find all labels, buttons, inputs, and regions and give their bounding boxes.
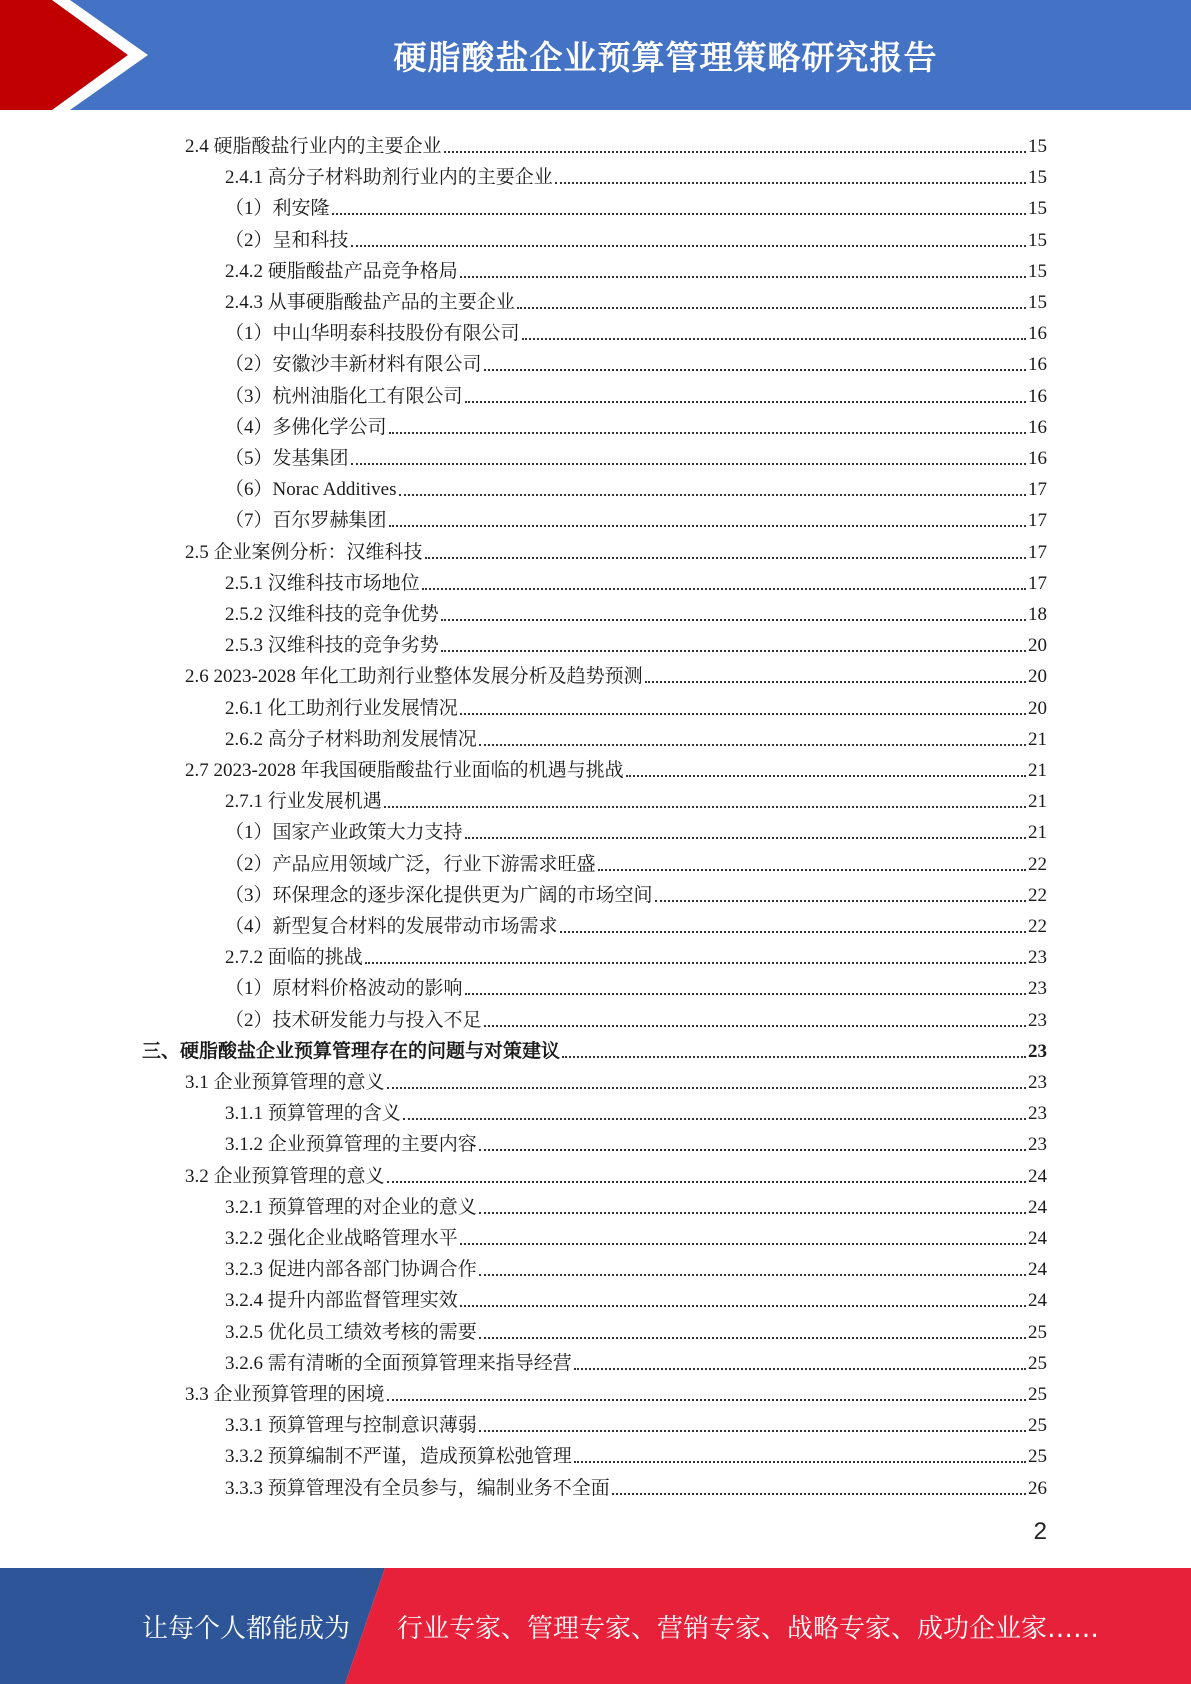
toc-entry-page: 17 <box>1028 479 1047 501</box>
toc-dot-leader <box>484 369 1026 371</box>
toc-entry[interactable] <box>225 565 1047 596</box>
toc-entry-label: 3.3.1 预算管理与控制意识薄弱 <box>225 1415 477 1437</box>
toc-entry[interactable] <box>185 1376 1047 1407</box>
toc-entry[interactable] <box>225 1251 1047 1282</box>
toc-entry[interactable] <box>225 1345 1047 1376</box>
toc-dot-leader <box>479 1212 1026 1214</box>
toc-entry-page: 15 <box>1028 136 1047 157</box>
toc-dot-leader <box>460 276 1026 278</box>
toc-dot-leader <box>484 1025 1026 1027</box>
toc-entry[interactable] <box>225 627 1047 658</box>
toc-entry-label: （1）利安隆 <box>225 198 330 220</box>
toc-dot-leader <box>465 993 1026 995</box>
toc-entry-label: 2.4.3 从事硬脂酸盐产品的主要企业 <box>225 292 515 313</box>
toc-entry-label: 2.5.3 汉维科技的竞争劣势 <box>225 635 439 657</box>
toc-entry[interactable] <box>225 1126 1047 1157</box>
toc-entry[interactable] <box>225 846 1047 877</box>
toc-dot-leader <box>479 1337 1026 1339</box>
toc-entry-label: 3.2.1 预算管理的对企业的意义 <box>225 1196 477 1218</box>
toc-entry[interactable] <box>225 1470 1047 1501</box>
toc-dot-leader <box>645 681 1026 683</box>
toc-entry[interactable] <box>185 534 1047 565</box>
footer-slogan-left: 让每个人都能成为 <box>142 1613 351 1644</box>
toc-entry-page: 16 <box>1028 416 1047 438</box>
toc-entry-page: 21 <box>1028 822 1047 844</box>
toc-dot-leader <box>562 1056 1026 1058</box>
toc-entry[interactable] <box>225 783 1047 814</box>
toc-entry[interactable] <box>185 658 1047 689</box>
toc-entry-label: 3.1.1 预算管理的含义 <box>225 1103 401 1125</box>
toc-dot-leader <box>351 463 1026 465</box>
toc-entry-label: 3.3.3 预算管理没有全员参与，编制业务不全面 <box>225 1477 610 1499</box>
toc-entry-label: 3.2.3 促进内部各部门协调合作 <box>225 1259 477 1281</box>
toc-entry-label: （2）技术研发能力与投入不足 <box>225 1009 482 1031</box>
toc-dot-leader <box>460 1243 1026 1245</box>
toc-entry[interactable] <box>225 315 1047 346</box>
footer-slogan-right: 行业专家、管理专家、营销专家、战略专家、成功企业家…… <box>397 1613 1100 1644</box>
toc-dot-leader <box>332 213 1026 215</box>
toc-entry[interactable] <box>225 721 1047 752</box>
toc-entry[interactable] <box>185 1064 1047 1095</box>
toc-entry-page: 15 <box>1028 198 1047 220</box>
toc-entry-label: 3.1.2 企业预算管理的主要内容 <box>225 1134 477 1156</box>
toc-entry-label: （2）呈和科技 <box>225 229 349 251</box>
toc-entry-label: 2.5.2 汉维科技的竞争优势 <box>225 604 439 625</box>
toc-entry-label: （7）百尔罗赫集团 <box>225 510 387 532</box>
toc-entry-page: 23 <box>1028 1103 1047 1125</box>
toc-entry-label: 2.4.1 高分子材料助剂行业内的主要企业 <box>225 167 553 189</box>
toc-entry-label: 2.7.1 行业发展机遇 <box>225 791 382 813</box>
toc-entry-page: 23 <box>1028 947 1047 969</box>
toc-entry-label: 2.6.1 化工助剂行业发展情况 <box>225 697 458 719</box>
toc-dot-leader <box>517 307 1026 309</box>
toc-entry-page: 16 <box>1028 323 1047 345</box>
toc-entry[interactable] <box>225 1002 1047 1033</box>
toc-entry-label: （2）安徽沙丰新材料有限公司 <box>225 354 482 376</box>
toc-entry-page: 23 <box>1028 978 1047 1000</box>
toc-entry-label: 2.7 2023-2028 年我国硬脂酸盐行业面临的机遇与挑战 <box>185 760 624 781</box>
toc-entry[interactable] <box>225 440 1047 471</box>
toc-entry-page: 17 <box>1028 510 1047 532</box>
toc-dot-leader <box>479 1149 1026 1151</box>
toc-entry-label: 3.2.4 提升内部监督管理实效 <box>225 1290 458 1312</box>
toc-entry-label: 3.3 企业预算管理的困境 <box>185 1384 385 1405</box>
toc-entry-label: 3.2.2 强化企业战略管理水平 <box>225 1228 458 1249</box>
toc-entry-page: 15 <box>1028 167 1047 189</box>
toc-entry-label: （1）国家产业政策大力支持 <box>225 822 463 844</box>
toc-entry-page: 24 <box>1028 1228 1047 1249</box>
toc-entry-page: 16 <box>1028 354 1047 376</box>
toc-entry-page: 23 <box>1028 1072 1047 1093</box>
toc-dot-leader <box>425 557 1026 559</box>
toc-dot-leader <box>655 900 1026 902</box>
toc-entry[interactable] <box>225 253 1047 284</box>
toc-dot-leader <box>574 1368 1026 1370</box>
toc-entry-page: 16 <box>1028 448 1047 469</box>
toc-entry-label: 2.4.2 硬脂酸盐产品竞争格局 <box>225 260 458 282</box>
toc-dot-leader <box>522 338 1026 340</box>
toc-entry-page: 20 <box>1028 635 1047 657</box>
toc-entry-label: （3）环保理念的逐步深化提供更为广阔的市场空间 <box>225 884 653 906</box>
toc-entry[interactable] <box>142 1033 1047 1064</box>
toc-dot-leader <box>387 1181 1026 1183</box>
toc-dot-leader <box>441 619 1026 621</box>
toc-entry[interactable] <box>225 908 1047 939</box>
toc-entry[interactable] <box>225 1438 1047 1469</box>
toc-entry-label: （4）多佛化学公司 <box>225 416 387 438</box>
toc-entry-page: 20 <box>1028 697 1047 719</box>
toc-entry[interactable] <box>225 346 1047 377</box>
toc-entry-label: （2）产品应用领域广泛，行业下游需求旺盛 <box>225 853 596 875</box>
toc-entry-page: 22 <box>1028 916 1047 937</box>
toc-entry[interactable] <box>225 409 1047 440</box>
toc-entry-page: 25 <box>1028 1446 1047 1468</box>
toc-entry-page: 23 <box>1028 1040 1047 1062</box>
toc-entry-page: 20 <box>1028 666 1047 688</box>
toc-entry-label: 3.1 企业预算管理的意义 <box>185 1072 385 1093</box>
toc-entry-page: 25 <box>1028 1415 1047 1437</box>
toc-entry[interactable] <box>225 1189 1047 1220</box>
toc-entry-label: （3）杭州油脂化工有限公司 <box>225 385 463 407</box>
toc-dot-leader <box>441 650 1026 652</box>
page-footer <box>0 1568 1191 1684</box>
toc-entry[interactable] <box>225 471 1047 502</box>
toc-entry-page: 25 <box>1028 1321 1047 1343</box>
toc-entry[interactable] <box>225 1282 1047 1313</box>
toc-entry-page: 24 <box>1028 1259 1047 1281</box>
toc-dot-leader <box>555 182 1026 184</box>
toc-entry-page: 16 <box>1028 385 1047 407</box>
toc-entry-label: （6）Norac Additives <box>225 479 397 501</box>
toc-dot-leader <box>465 837 1026 839</box>
toc-dot-leader <box>444 151 1026 153</box>
toc-dot-leader <box>365 962 1026 964</box>
toc-entry-page: 21 <box>1028 791 1047 813</box>
toc-entry[interactable] <box>225 190 1047 221</box>
toc-dot-leader <box>598 869 1026 871</box>
toc-entry-page: 21 <box>1028 728 1047 750</box>
toc-dot-leader <box>574 1461 1026 1463</box>
toc-dot-leader <box>384 806 1026 808</box>
toc-entry-label: （1）原材料价格波动的影响 <box>225 978 463 1000</box>
toc-entry[interactable] <box>225 1407 1047 1438</box>
toc-entry-page: 24 <box>1028 1165 1047 1187</box>
toc-dot-leader <box>387 1087 1026 1089</box>
toc-entry-label: （4）新型复合材料的发展带动市场需求 <box>225 916 558 937</box>
toc-entry-label: 3.2 企业预算管理的意义 <box>185 1165 385 1187</box>
toc-entry[interactable] <box>225 939 1047 970</box>
toc-dot-leader <box>403 1118 1026 1120</box>
toc-entry-page: 26 <box>1028 1477 1047 1499</box>
toc-dot-leader <box>612 1493 1026 1495</box>
toc-entry-label: 2.5.1 汉维科技市场地位 <box>225 572 420 594</box>
toc-entry-page: 25 <box>1028 1352 1047 1374</box>
toc-entry-label: 3.2.5 优化员工绩效考核的需要 <box>225 1321 477 1343</box>
toc-dot-leader <box>389 525 1026 527</box>
toc-entry-page: 17 <box>1028 572 1047 594</box>
toc-entry[interactable] <box>225 378 1047 409</box>
toc-entry-label: 2.5 企业案例分析：汉维科技 <box>185 541 423 563</box>
toc-entry-label: （5）发基集团 <box>225 448 349 469</box>
toc-entry-label: 三、硬脂酸盐企业预算管理存在的问题与对策建议 <box>142 1040 561 1062</box>
toc-dot-leader <box>389 432 1026 434</box>
toc-dot-leader <box>399 494 1026 496</box>
toc-entry-page: 18 <box>1028 604 1047 625</box>
toc-entry-page: 23 <box>1028 1009 1047 1031</box>
toc-dot-leader <box>479 1274 1026 1276</box>
toc-entry-label: 2.4 硬脂酸盐行业内的主要企业 <box>185 136 442 157</box>
toc-entry-page: 15 <box>1028 229 1047 251</box>
toc-entry[interactable] <box>225 222 1047 253</box>
toc-entry-page: 21 <box>1028 760 1047 781</box>
toc-entry[interactable] <box>225 1095 1047 1126</box>
toc-entry-label: 3.2.6 需有清晰的全面预算管理来指导经营 <box>225 1352 572 1374</box>
toc-entry-page: 23 <box>1028 1134 1047 1156</box>
toc-dot-leader <box>460 713 1026 715</box>
toc-entry-page: 24 <box>1028 1196 1047 1218</box>
toc-entry-label: 2.6 2023-2028 年化工助剂行业整体发展分析及趋势预测 <box>185 666 643 688</box>
toc-entry[interactable] <box>225 1314 1047 1345</box>
toc-dot-leader <box>479 744 1026 746</box>
header-chevron-icon <box>0 0 160 110</box>
toc-entry[interactable] <box>185 128 1047 159</box>
toc-entry-label: 2.7.2 面临的挑战 <box>225 947 363 969</box>
toc-entry-page: 25 <box>1028 1384 1047 1405</box>
toc-entry-label: 3.3.2 预算编制不严谨，造成预算松弛管理 <box>225 1446 572 1468</box>
toc-dot-leader <box>479 1430 1026 1432</box>
document-title: 硬脂酸盐企业预算管理策略研究报告 <box>393 37 938 77</box>
page-header <box>0 0 1191 110</box>
page-number: 2 <box>1033 1518 1047 1545</box>
toc-entry[interactable] <box>185 1158 1047 1189</box>
toc-dot-leader <box>560 931 1026 933</box>
toc-entry[interactable] <box>225 284 1047 315</box>
toc-entry-label: 2.6.2 高分子材料助剂发展情况 <box>225 728 477 750</box>
toc-dot-leader <box>465 401 1026 403</box>
toc-entry-page: 15 <box>1028 260 1047 282</box>
toc-entry[interactable] <box>225 1220 1047 1251</box>
toc-entry-page: 22 <box>1028 853 1047 875</box>
toc-dot-leader <box>422 588 1026 590</box>
toc-entry-page: 22 <box>1028 884 1047 906</box>
toc-entry[interactable] <box>225 159 1047 190</box>
toc-dot-leader <box>626 775 1026 777</box>
toc-entry-page: 24 <box>1028 1290 1047 1312</box>
toc-entry[interactable] <box>225 690 1047 721</box>
toc-entry-page: 17 <box>1028 541 1047 563</box>
toc-entry[interactable] <box>225 814 1047 845</box>
toc-dot-leader <box>351 245 1026 247</box>
toc-entry[interactable] <box>225 877 1047 908</box>
toc-entry[interactable] <box>225 970 1047 1001</box>
toc-entry-page: 15 <box>1028 292 1047 313</box>
toc-dot-leader <box>460 1305 1026 1307</box>
toc-dot-leader <box>387 1399 1026 1401</box>
toc-entry[interactable] <box>225 596 1047 627</box>
toc-entry[interactable] <box>185 752 1047 783</box>
toc-entry[interactable] <box>225 502 1047 533</box>
toc-entry-label: （1）中山华明泰科技股份有限公司 <box>225 323 520 345</box>
